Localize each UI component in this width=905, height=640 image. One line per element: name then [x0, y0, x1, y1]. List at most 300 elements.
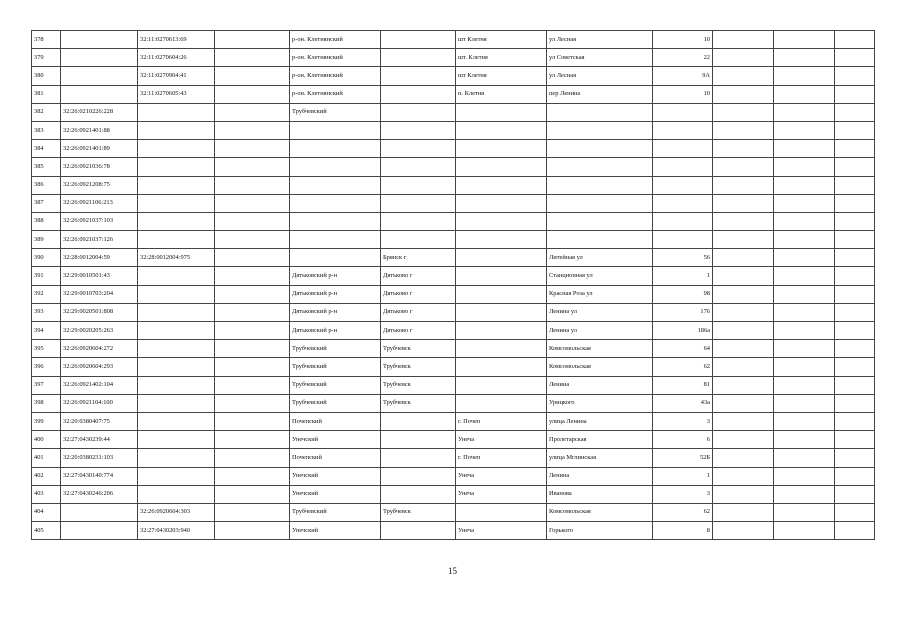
district-cell: Дятьковский р-н [290, 285, 381, 303]
row-number-cell: 380 [32, 67, 61, 85]
row-number-cell: 395 [32, 340, 61, 358]
cadastral-number-2-cell [138, 140, 215, 158]
table-row [32, 358, 875, 376]
city-cell [381, 522, 456, 540]
empty-cell [215, 249, 290, 267]
extra-cell-1 [713, 140, 774, 158]
cadastral-number-2-cell [138, 322, 215, 340]
settlement-cell: г. Почеп [456, 449, 547, 467]
cadastral-number-2-cell [138, 303, 215, 321]
extra-cell-3 [835, 340, 875, 358]
street-cell: Урицкого [547, 394, 653, 412]
settlement-cell [456, 267, 547, 285]
street-cell: Красная Роза ул [547, 285, 653, 303]
street-cell: Горького [547, 522, 653, 540]
district-cell: Дятьковский р-н [290, 303, 381, 321]
district-cell [290, 121, 381, 139]
extra-cell-3 [835, 358, 875, 376]
empty-cell [215, 140, 290, 158]
page-number: 15 [448, 566, 457, 576]
empty-cell [215, 267, 290, 285]
street-cell: улица Ленина [547, 412, 653, 430]
city-cell: Трубчевск [381, 376, 456, 394]
table-row [32, 85, 875, 103]
extra-cell-2 [774, 358, 835, 376]
cadastral-number-2-cell [138, 103, 215, 121]
extra-cell-3 [835, 522, 875, 540]
empty-cell [215, 358, 290, 376]
cadastral-number-2-cell [138, 194, 215, 212]
district-cell: Дятьковский р-н [290, 267, 381, 285]
extra-cell-2 [774, 103, 835, 121]
extra-cell-2 [774, 285, 835, 303]
house-number-cell: 186а [653, 322, 713, 340]
row-number-cell: 389 [32, 231, 61, 249]
extra-cell-2 [774, 394, 835, 412]
house-number-cell [653, 231, 713, 249]
extra-cell-1 [713, 103, 774, 121]
empty-cell [215, 85, 290, 103]
row-number-cell: 401 [32, 449, 61, 467]
row-number-cell: 394 [32, 322, 61, 340]
extra-cell-3 [835, 322, 875, 340]
row-number-cell: 400 [32, 431, 61, 449]
extra-cell-3 [835, 303, 875, 321]
empty-cell [215, 67, 290, 85]
cadastral-number-cell: 32:29:0010501:43 [61, 267, 138, 285]
extra-cell-3 [835, 412, 875, 430]
extra-cell-2 [774, 49, 835, 67]
settlement-cell: Унеча [456, 522, 547, 540]
city-cell [381, 140, 456, 158]
street-cell: Ленина [547, 467, 653, 485]
cadastral-number-2-cell [138, 176, 215, 194]
city-cell [381, 485, 456, 503]
district-cell [290, 140, 381, 158]
cadastral-number-cell: 32:27:0430239:44 [61, 431, 138, 449]
district-cell [290, 249, 381, 267]
cadastral-number-2-cell [138, 358, 215, 376]
street-cell: пер Ленина [547, 85, 653, 103]
settlement-cell: шт. Клетня [456, 49, 547, 67]
extra-cell-1 [713, 194, 774, 212]
settlement-cell: Унеча [456, 467, 547, 485]
extra-cell-1 [713, 85, 774, 103]
city-cell: Брянск г [381, 249, 456, 267]
house-number-cell [653, 158, 713, 176]
extra-cell-3 [835, 231, 875, 249]
district-cell: Трубчевский [290, 394, 381, 412]
extra-cell-2 [774, 322, 835, 340]
district-cell: р-он. Клетнянский [290, 67, 381, 85]
table-row [32, 376, 875, 394]
empty-cell [215, 121, 290, 139]
empty-cell [215, 394, 290, 412]
extra-cell-1 [713, 485, 774, 503]
street-cell [547, 158, 653, 176]
house-number-cell: 1 [653, 267, 713, 285]
extra-cell-1 [713, 449, 774, 467]
street-cell [547, 212, 653, 230]
extra-cell-2 [774, 231, 835, 249]
table-row [32, 485, 875, 503]
city-cell [381, 67, 456, 85]
table-row [32, 158, 875, 176]
empty-cell [215, 503, 290, 521]
cadastral-number-2-cell [138, 394, 215, 412]
city-cell [381, 31, 456, 49]
cadastral-number-cell: 32:20:0380407:75 [61, 412, 138, 430]
table-row [32, 322, 875, 340]
row-number-cell: 403 [32, 485, 61, 503]
cadastral-number-cell [61, 49, 138, 67]
settlement-cell: шт Клетня [456, 31, 547, 49]
city-cell [381, 176, 456, 194]
extra-cell-3 [835, 394, 875, 412]
extra-cell-2 [774, 140, 835, 158]
street-cell: Пролетарская [547, 431, 653, 449]
district-cell: Унечский [290, 431, 381, 449]
settlement-cell: шт Клетня [456, 67, 547, 85]
city-cell [381, 231, 456, 249]
cadastral-number-cell: 32:27:0430140:774 [61, 467, 138, 485]
settlement-cell [456, 394, 547, 412]
district-cell: р-он. Клетнянский [290, 31, 381, 49]
row-number-cell: 402 [32, 467, 61, 485]
house-number-cell: 64 [653, 340, 713, 358]
street-cell: Иванова [547, 485, 653, 503]
cadastral-number-cell [61, 503, 138, 521]
extra-cell-3 [835, 376, 875, 394]
row-number-cell: 379 [32, 49, 61, 67]
cadastral-number-2-cell [138, 376, 215, 394]
district-cell: р-он. Клетнянский [290, 49, 381, 67]
table-row [32, 176, 875, 194]
street-cell [547, 121, 653, 139]
extra-cell-1 [713, 394, 774, 412]
row-number-cell: 381 [32, 85, 61, 103]
house-number-cell: 81 [653, 376, 713, 394]
extra-cell-2 [774, 431, 835, 449]
cadastral-number-2-cell [138, 449, 215, 467]
cadastral-number-2-cell [138, 267, 215, 285]
extra-cell-1 [713, 31, 774, 49]
house-number-cell: 62 [653, 503, 713, 521]
house-number-cell: 9А [653, 67, 713, 85]
settlement-cell [456, 322, 547, 340]
district-cell: Унечский [290, 485, 381, 503]
table-row [32, 449, 875, 467]
cadastral-number-2-cell [138, 231, 215, 249]
street-cell: Ленина ул [547, 303, 653, 321]
street-cell: ул Лесная [547, 67, 653, 85]
empty-cell [215, 303, 290, 321]
row-number-cell: 396 [32, 358, 61, 376]
street-cell: Ленина [547, 376, 653, 394]
cadastral-number-cell: 32:27:0430246:206 [61, 485, 138, 503]
city-cell [381, 467, 456, 485]
settlement-cell [456, 285, 547, 303]
cadastral-number-cell: 32:26:0921104:100 [61, 394, 138, 412]
cadastral-number-cell: 32:29:0020501:808 [61, 303, 138, 321]
row-number-cell: 398 [32, 394, 61, 412]
table-row [32, 467, 875, 485]
district-cell [290, 176, 381, 194]
street-cell: Литейная ул [547, 249, 653, 267]
cadastral-number-2-cell [138, 485, 215, 503]
extra-cell-2 [774, 303, 835, 321]
house-number-cell: 22 [653, 49, 713, 67]
cadastral-number-2-cell: 32:27:0430203:940 [138, 522, 215, 540]
table-row [32, 194, 875, 212]
city-cell: Трубчевск [381, 340, 456, 358]
settlement-cell [456, 303, 547, 321]
district-cell: Трубчевский [290, 340, 381, 358]
extra-cell-1 [713, 467, 774, 485]
extra-cell-1 [713, 285, 774, 303]
cadastral-number-cell: 32:20:0380231:103 [61, 449, 138, 467]
empty-cell [215, 412, 290, 430]
extra-cell-3 [835, 103, 875, 121]
street-cell [547, 231, 653, 249]
district-cell [290, 158, 381, 176]
street-cell [547, 103, 653, 121]
table-row [32, 394, 875, 412]
extra-cell-1 [713, 158, 774, 176]
settlement-cell: п. Клетня [456, 85, 547, 103]
extra-cell-1 [713, 412, 774, 430]
row-number-cell: 391 [32, 267, 61, 285]
district-cell [290, 212, 381, 230]
extra-cell-2 [774, 503, 835, 521]
extra-cell-1 [713, 503, 774, 521]
extra-cell-2 [774, 376, 835, 394]
settlement-cell [456, 376, 547, 394]
empty-cell [215, 449, 290, 467]
extra-cell-2 [774, 85, 835, 103]
row-number-cell: 383 [32, 121, 61, 139]
house-number-cell [653, 176, 713, 194]
row-number-cell: 399 [32, 412, 61, 430]
cadastral-number-cell: 32:26:0921037:126 [61, 231, 138, 249]
house-number-cell: 62 [653, 358, 713, 376]
empty-cell [215, 31, 290, 49]
extra-cell-2 [774, 522, 835, 540]
extra-cell-2 [774, 412, 835, 430]
district-cell: Почепский [290, 412, 381, 430]
house-number-cell: 52Б [653, 449, 713, 467]
register-table-body [32, 31, 875, 540]
table-row [32, 231, 875, 249]
extra-cell-3 [835, 285, 875, 303]
row-number-cell: 397 [32, 376, 61, 394]
extra-cell-2 [774, 31, 835, 49]
city-cell [381, 49, 456, 67]
street-cell: улица Мглинская [547, 449, 653, 467]
district-cell: Унечский [290, 522, 381, 540]
extra-cell-2 [774, 176, 835, 194]
extra-cell-3 [835, 140, 875, 158]
cadastral-number-cell [61, 85, 138, 103]
empty-cell [215, 194, 290, 212]
table-row [32, 249, 875, 267]
cadastral-number-2-cell: 32:11:0270613:69 [138, 31, 215, 49]
empty-cell [215, 103, 290, 121]
extra-cell-1 [713, 322, 774, 340]
cadastral-number-2-cell [138, 412, 215, 430]
settlement-cell [456, 212, 547, 230]
empty-cell [215, 158, 290, 176]
row-number-cell: 386 [32, 176, 61, 194]
row-number-cell: 405 [32, 522, 61, 540]
settlement-cell [456, 231, 547, 249]
row-number-cell: 388 [32, 212, 61, 230]
district-cell: Трубчевский [290, 376, 381, 394]
extra-cell-3 [835, 212, 875, 230]
city-cell: Трубчевск [381, 503, 456, 521]
cadastral-number-cell: 32:29:0020205:263 [61, 322, 138, 340]
cadastral-number-cell: 32:26:0921037:103 [61, 212, 138, 230]
empty-cell [215, 376, 290, 394]
table-row [32, 121, 875, 139]
table-row [32, 67, 875, 85]
city-cell [381, 85, 456, 103]
empty-cell [215, 322, 290, 340]
table-row [32, 140, 875, 158]
city-cell [381, 212, 456, 230]
cadastral-number-cell [61, 31, 138, 49]
house-number-cell: 56 [653, 249, 713, 267]
street-cell: ул Советская [547, 49, 653, 67]
extra-cell-3 [835, 49, 875, 67]
cadastral-number-cell: 32:26:0921402:104 [61, 376, 138, 394]
settlement-cell [456, 158, 547, 176]
district-cell [290, 194, 381, 212]
settlement-cell [456, 176, 547, 194]
house-number-cell [653, 140, 713, 158]
extra-cell-1 [713, 358, 774, 376]
city-cell [381, 194, 456, 212]
street-cell: Ленина ул [547, 322, 653, 340]
house-number-cell: 10 [653, 85, 713, 103]
extra-cell-1 [713, 249, 774, 267]
empty-cell [215, 49, 290, 67]
empty-cell [215, 431, 290, 449]
cadastral-number-cell: 32:26:0921106:213 [61, 194, 138, 212]
extra-cell-3 [835, 194, 875, 212]
district-cell: Почепский [290, 449, 381, 467]
street-cell [547, 194, 653, 212]
cadastral-number-2-cell: 32:11:0270604:26 [138, 49, 215, 67]
table-row [32, 503, 875, 521]
city-cell [381, 412, 456, 430]
house-number-cell: 3 [653, 412, 713, 430]
extra-cell-2 [774, 340, 835, 358]
house-number-cell [653, 194, 713, 212]
extra-cell-2 [774, 212, 835, 230]
extra-cell-1 [713, 212, 774, 230]
empty-cell [215, 340, 290, 358]
extra-cell-3 [835, 485, 875, 503]
cadastral-number-2-cell [138, 121, 215, 139]
extra-cell-2 [774, 467, 835, 485]
cadastral-number-2-cell [138, 431, 215, 449]
extra-cell-1 [713, 231, 774, 249]
settlement-cell [456, 103, 547, 121]
street-cell: Комсомольская [547, 358, 653, 376]
row-number-cell: 387 [32, 194, 61, 212]
extra-cell-3 [835, 121, 875, 139]
cadastral-number-cell: 32:26:0921208:75 [61, 176, 138, 194]
settlement-cell: Унеча [456, 431, 547, 449]
settlement-cell: Унеча [456, 485, 547, 503]
extra-cell-2 [774, 485, 835, 503]
city-cell [381, 103, 456, 121]
settlement-cell [456, 140, 547, 158]
extra-cell-3 [835, 249, 875, 267]
empty-cell [215, 522, 290, 540]
row-number-cell: 378 [32, 31, 61, 49]
extra-cell-3 [835, 467, 875, 485]
city-cell [381, 121, 456, 139]
settlement-cell [456, 503, 547, 521]
district-cell: р-он. Клетнянский [290, 85, 381, 103]
cadastral-number-cell: 32:28:0012004:59 [61, 249, 138, 267]
house-number-cell: 10 [653, 31, 713, 49]
cadastral-number-cell: 32:26:0920604:293 [61, 358, 138, 376]
district-cell: Унечский [290, 467, 381, 485]
extra-cell-3 [835, 158, 875, 176]
extra-cell-1 [713, 121, 774, 139]
cadastral-number-cell [61, 67, 138, 85]
extra-cell-1 [713, 522, 774, 540]
city-cell: Дятьково г [381, 285, 456, 303]
district-cell: Трубчевский [290, 503, 381, 521]
empty-cell [215, 212, 290, 230]
settlement-cell [456, 340, 547, 358]
table-row [32, 522, 875, 540]
extra-cell-1 [713, 303, 774, 321]
empty-cell [215, 285, 290, 303]
cadastral-number-2-cell [138, 158, 215, 176]
extra-cell-1 [713, 376, 774, 394]
city-cell [381, 431, 456, 449]
extra-cell-3 [835, 503, 875, 521]
row-number-cell: 392 [32, 285, 61, 303]
cadastral-number-2-cell [138, 285, 215, 303]
cadastral-number-cell: 32:26:0921401:89 [61, 140, 138, 158]
house-number-cell: 176 [653, 303, 713, 321]
house-number-cell: 43а [653, 394, 713, 412]
district-cell [290, 231, 381, 249]
extra-cell-1 [713, 267, 774, 285]
cadastral-number-cell: 32:26:0920604:272 [61, 340, 138, 358]
district-cell: Трубчевский [290, 358, 381, 376]
extra-cell-2 [774, 249, 835, 267]
cadastral-number-2-cell [138, 467, 215, 485]
table-row [32, 431, 875, 449]
city-cell: Дятьково г [381, 322, 456, 340]
extra-cell-1 [713, 340, 774, 358]
extra-cell-3 [835, 449, 875, 467]
extra-cell-2 [774, 449, 835, 467]
city-cell: Дятьково г [381, 303, 456, 321]
house-number-cell [653, 121, 713, 139]
empty-cell [215, 467, 290, 485]
house-number-cell [653, 103, 713, 121]
street-cell: Комсомольская [547, 503, 653, 521]
extra-cell-3 [835, 31, 875, 49]
